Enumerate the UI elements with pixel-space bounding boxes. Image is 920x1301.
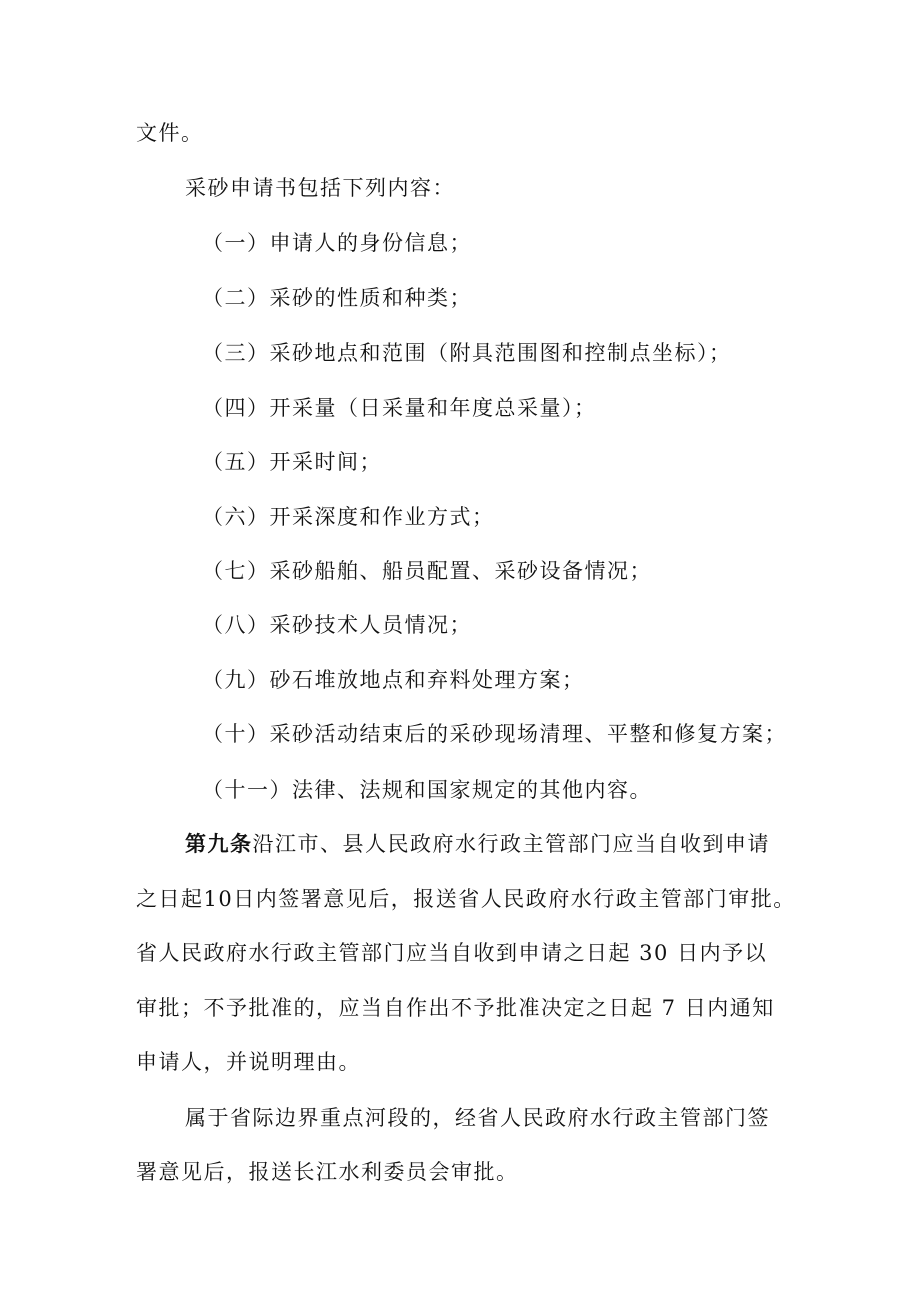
article-9-line: 省人民政府水行政主管部门应当自收到申请之日起 30 日内予以 (136, 941, 768, 965)
paragraph-line: 署意见后，报送长江水利委员会审批。 (136, 1160, 519, 1184)
article-9-line: 申请人，并说明理由。 (136, 1050, 361, 1074)
list-item: （十）采砂活动结束后的采砂现场清理、平整和修复方案； (202, 722, 787, 746)
article-text: 沿江市、县人民政府水行政主管部门应当自收到申请 (252, 832, 770, 856)
article-9-line: 之日起10日内签署意见后，报送省人民政府水行政主管部门审批。 (136, 887, 796, 911)
list-item: （七）采砂船舶、船员配置、采砂设备情况； (202, 559, 652, 583)
list-item: （六）开采深度和作业方式； (202, 505, 495, 529)
article-heading: 第九条 (185, 831, 253, 856)
list-item: （五）开采时间； (202, 450, 382, 474)
list-item: （一）申请人的身份信息； (202, 231, 472, 255)
list-item: （四）开采量（日采量和年度总采量）； (202, 396, 597, 420)
list-item: （十一）法律、法规和国家规定的其他内容。 (202, 778, 652, 802)
list-item: （九）砂石堆放地点和弃料处理方案； (202, 668, 585, 692)
list-item: （二）采砂的性质和种类； (202, 286, 472, 310)
list-item: （三）采砂地点和范围（附具范围图和控制点坐标）； (202, 341, 732, 365)
paragraph-line: 属于省际边界重点河段的，经省人民政府水行政主管部门签 (185, 1106, 770, 1130)
continuation-text: 文件。 (136, 121, 204, 145)
article-9-line: 审批；不予批准的，应当自作出不予批准决定之日起 7 日内通知 (136, 996, 775, 1020)
article-9-first-line (185, 829, 770, 859)
intro-text: 采砂申请书包括下列内容： (185, 176, 455, 200)
list-item: （八）采砂技术人员情况； (202, 613, 472, 637)
